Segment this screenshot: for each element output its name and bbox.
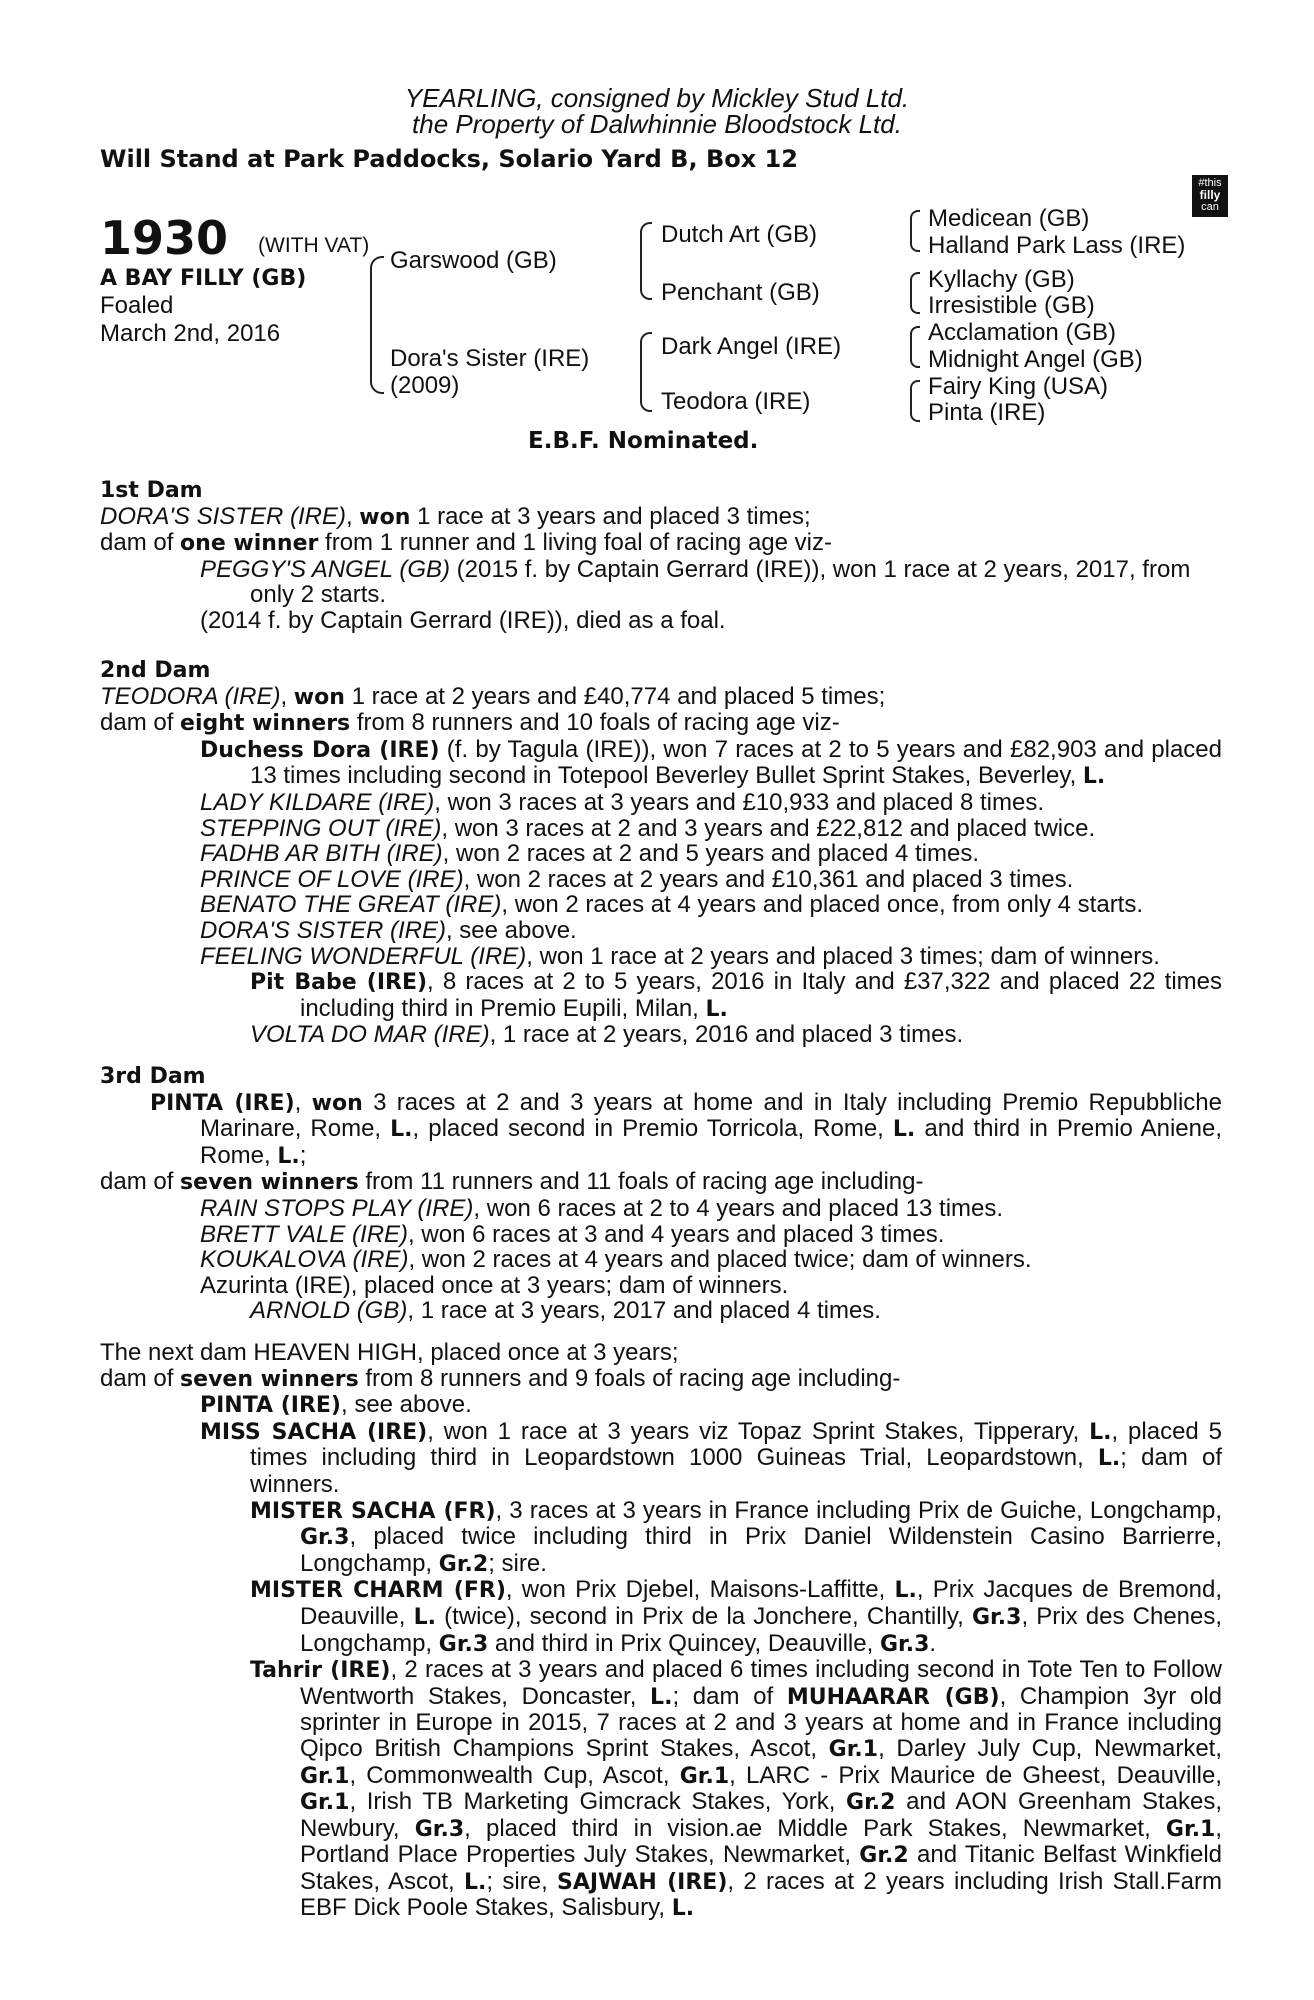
- produce-arnold: ARNOLD (GB), 1 race at 3 years, 2017 and placed 4 times.: [250, 1297, 881, 1325]
- dam-dam: Teodora (IRE): [661, 388, 811, 415]
- gg-3: Kyllachy (GB): [928, 266, 1075, 293]
- vat-note: (WITH VAT): [258, 234, 370, 257]
- third-dam-produce: dam of seven winners from 11 runners and 11 foals of racing age including-: [100, 1168, 924, 1196]
- next-dam-produce: dam of seven winners from 8 runners and 9 foals of racing age including-: [100, 1364, 901, 1392]
- consignor-line: YEARLING, consigned by Mickley Stud Ltd.: [404, 83, 910, 113]
- produce-benato-the-great: BENATO THE GREAT (IRE), won 2 races at 4 years and placed once, from only 4 starts.: [200, 891, 1144, 919]
- next-dam-record: The next dam HEAVEN HIGH, placed once at 3 years;: [100, 1339, 679, 1366]
- sire: Garswood (GB): [390, 247, 557, 274]
- third-dam-record: PINTA (IRE), won 3 races at 2 and 3 years at home and in Italy including Premio Repubbliche Marinare, Rome, L., placed second in Premio Torricola, Rome, L. and third in Premio Aniene, Rome, L.;: [150, 1088, 1222, 1169]
- pedigree-bracket-gg2: [910, 272, 920, 314]
- produce-mister-charm: MISTER CHARM (FR), won Prix Djebel, Maisons-Laffitte, L., Prix Jacques de Bremond, Deauville, L. (twice), second in Prix de la Jonchere, Chantilly, Gr.3, Prix des Chenes, Longchamp, Gr.3 and third in Prix Quincey, Deauville, Gr.3.: [250, 1576, 1223, 1657]
- pedigree-bracket-dam: [640, 332, 652, 412]
- pedigree-bracket-main: [370, 256, 384, 394]
- produce-duchess-dora: Duchess Dora (IRE) (f. by Tagula (IRE)), won 7 races at 2 to 5 years and £82,903 and placed 13 times including second in Totepool Beverley Bullet Sprint Stakes, Beverley, L.: [200, 735, 1222, 790]
- dam: Dora's Sister (IRE): [390, 345, 590, 372]
- second-dam-produce: dam of eight winners from 8 runners and 10 foals of racing age viz-: [100, 709, 840, 737]
- foaled-date: March 2nd, 2016: [100, 320, 281, 347]
- produce-doras-sister: DORA'S SISTER (IRE), see above.: [200, 916, 577, 944]
- first-dam-record: DORA'S SISTER (IRE), won 1 race at 3 years and placed 3 times;: [100, 502, 811, 530]
- property-line: the Property of Dalwhinnie Bloodstock Ltd.: [412, 109, 902, 139]
- first-dam-foal-1: PEGGY'S ANGEL (GB) (2015 f. by Captain Gerrard (IRE)), won 1 race at 2 years, 2017, from only 2 starts.: [200, 555, 1191, 609]
- gg-5: Acclamation (GB): [928, 319, 1117, 346]
- pedigree-bracket-gg1: [910, 210, 920, 252]
- first-dam-section: [100, 478, 1222, 634]
- horse-description: A BAY FILLY (GB): [100, 266, 307, 291]
- gg-4: Irresistible (GB): [928, 292, 1095, 319]
- first-dam-foal-2: (2014 f. by Captain Gerrard (IRE)), died as a foal.: [200, 606, 726, 634]
- produce-prince-of-love: PRINCE OF LOVE (IRE), won 2 races at 2 years and £10,361 and placed 3 times.: [200, 865, 1074, 893]
- pedigree-bracket-gg3: [910, 326, 920, 368]
- produce-mister-sacha: MISTER SACHA (FR), 3 races at 3 years in France including Prix de Guiche, Longchamp, Gr.3, placed twice including third in Prix Daniel Wildenstein Casino Barrierre, Longchamp, Gr.2; sire.: [250, 1496, 1222, 1577]
- produce-tahrir: Tahrir (IRE), 2 races at 3 years and placed 6 times including second in Tote Ten to Follow Wentworth Stakes, Doncaster, L.; dam of MUHAARAR (GB), Champion 3yr old sprinter in Europe in 2015, 7 races at 2 and 3 years at home and in France including Qipco British Champions Sprint Stakes, Ascot, Gr.1, Darley July Cup, Newmarket, Gr.1, Commonwealth Cup, Ascot, Gr.1, LARC - Prix Maurice de Gheest, Deauville, Gr.1, Irish TB Marketing Gimcrack Stakes, York, Gr.2 and AON Greenham Stakes, Newbury, Gr.3, placed third in vision.ae Middle Park Stakes, Newmarket, Gr.1, Portland Place Properties July Stakes, Newmarket, Gr.2 and Titanic Belfast Winkfield Stakes, Ascot, L.; sire, SAJWAH (IRE), 2 races at 2 years including Irish Stall.Farm EBF Dick Poole Stakes, Salisbury, L.: [250, 1656, 1223, 1922]
- pedigree-bracket-gg4: [910, 380, 920, 422]
- produce-fadhb-ar-bith: FADHB AR BITH (IRE), won 2 races at 2 and 5 years and placed 4 times.: [200, 840, 979, 868]
- gg-8: Pinta (IRE): [928, 399, 1046, 426]
- dam-year: (2009): [390, 372, 460, 399]
- produce-feeling-wonderful: FEELING WONDERFUL (IRE), won 1 race at 2 years and placed 3 times; dam of winners.: [200, 942, 1160, 970]
- pedigree-bracket-sire: [640, 222, 652, 300]
- produce-brett-vale: BRETT VALE (IRE), won 6 races at 3 and 4 years and placed 3 times.: [200, 1220, 945, 1248]
- gg-7: Fairy King (USA): [928, 373, 1109, 400]
- produce-stepping-out: STEPPING OUT (IRE), won 3 races at 2 and 3 years and £22,812 and placed twice.: [200, 814, 1096, 842]
- produce-pit-babe: Pit Babe (IRE), 8 races at 2 to 5 years, 2016 in Italy and £37,322 and placed 22 times including third in Premio Eupili, Milan, L.: [250, 968, 1223, 1022]
- location-line: Will Stand at Park Paddocks, Solario Yard B, Box 12: [100, 145, 798, 173]
- second-dam-heading: 2nd Dam: [100, 658, 211, 683]
- third-dam-heading: 3rd Dam: [100, 1064, 206, 1089]
- produce-rain-stops-play: RAIN STOPS PLAY (IRE), won 6 races at 2 to 4 years and placed 13 times.: [200, 1194, 1004, 1222]
- produce-volta-do-mar: VOLTA DO MAR (IRE), 1 race at 2 years, 2016 and placed 3 times.: [250, 1021, 964, 1049]
- dam-sire: Dark Angel (IRE): [661, 333, 842, 360]
- third-dam-section: [100, 1064, 1222, 1324]
- second-dam-record: TEODORA (IRE), won 1 race at 2 years and £40,774 and placed 5 times;: [100, 682, 886, 710]
- lot-number: 1930: [100, 211, 229, 265]
- sire-sire: Dutch Art (GB): [661, 221, 818, 248]
- sire-dam: Penchant (GB): [661, 279, 820, 306]
- gg-2: Halland Park Lass (IRE): [928, 232, 1186, 259]
- first-dam-produce: dam of one winner from 1 runner and 1 living foal of racing age viz-: [100, 529, 832, 557]
- produce-pinta: PINTA (IRE), see above.: [200, 1391, 472, 1419]
- foaled-label: Foaled: [100, 292, 174, 319]
- produce-koukalova: KOUKALOVA (IRE), won 2 races at 4 years and placed twice; dam of winners.: [200, 1246, 1032, 1274]
- first-dam-heading: 1st Dam: [100, 478, 203, 503]
- gg-1: Medicean (GB): [928, 205, 1090, 232]
- produce-miss-sacha: MISS SACHA (IRE), won 1 race at 3 years viz Topaz Sprint Stakes, Tipperary, L., placed 5 times including third in Leopardstown 1000 Guineas Trial, Leopardstown, L.; dam of winners.: [200, 1417, 1223, 1498]
- gg-6: Midnight Angel (GB): [928, 346, 1143, 373]
- next-dam-section: [100, 1340, 1222, 1922]
- this-filly-can-logo: #this filly can: [1192, 175, 1228, 217]
- ebf-nominated: E.B.F. Nominated.: [528, 428, 759, 454]
- second-dam-section: [100, 658, 1222, 1048]
- produce-azurinta: Azurinta (IRE), placed once at 3 years; dam of winners.: [200, 1271, 789, 1299]
- produce-lady-kildare: LADY KILDARE (IRE), won 3 races at 3 years and £10,933 and placed 8 times.: [200, 788, 1045, 816]
